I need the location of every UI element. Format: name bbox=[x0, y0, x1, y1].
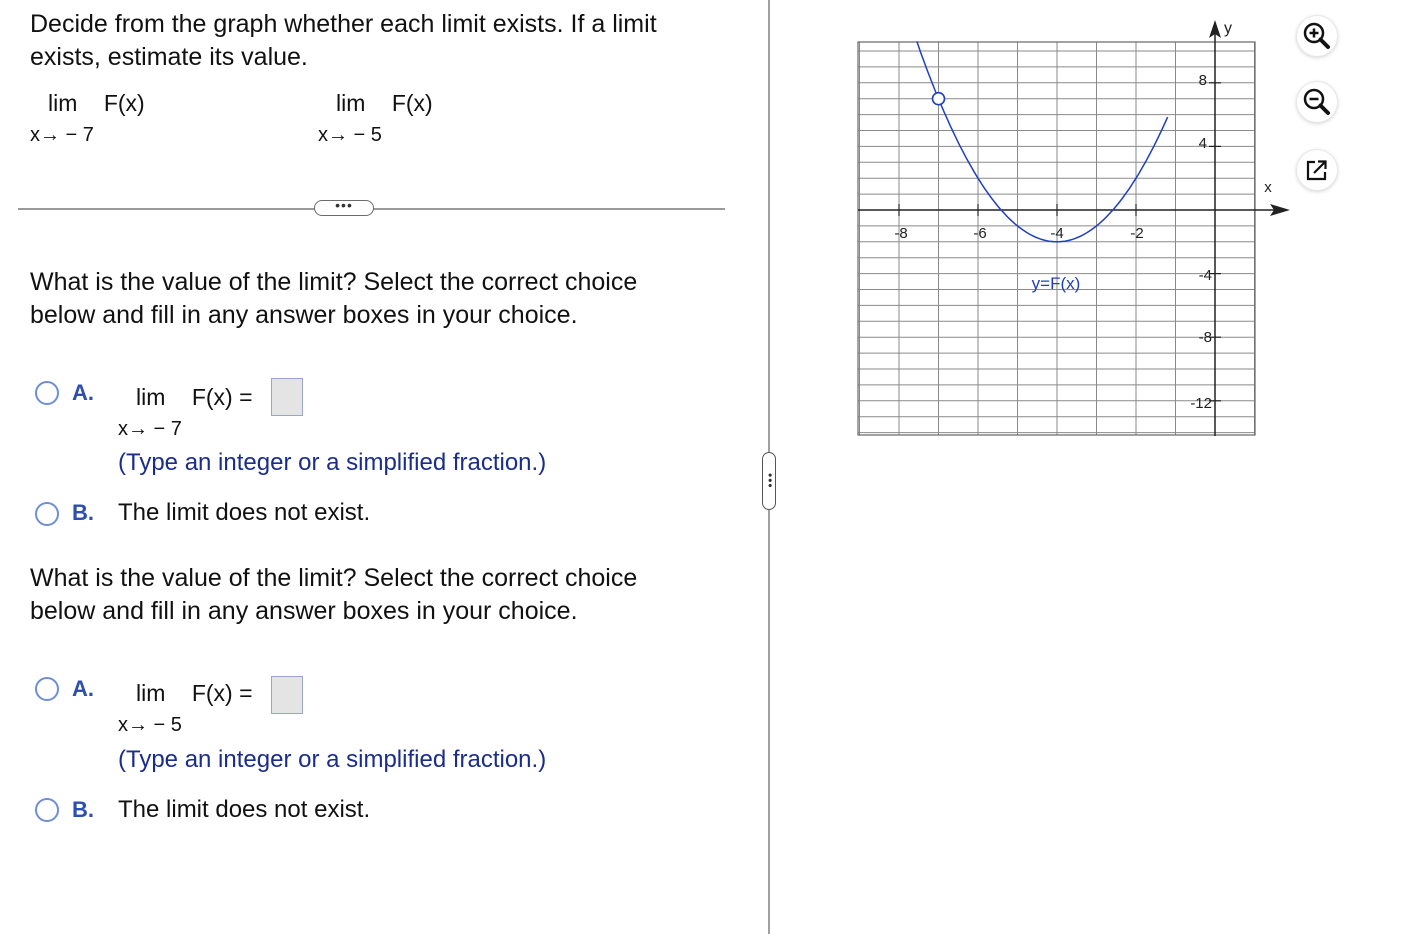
part1-question-line-1: What is the value of the limit? Select the correct choice bbox=[30, 268, 638, 296]
part1-option-a-letter: A. bbox=[72, 380, 94, 405]
lim-word: lim bbox=[136, 680, 166, 706]
y-tick-label: -4 bbox=[1198, 267, 1212, 284]
part1-option-a-radio[interactable] bbox=[35, 381, 59, 405]
zoom-in-button[interactable] bbox=[1297, 16, 1337, 56]
lim-function: F(x) bbox=[103, 90, 145, 116]
zoom-in-icon bbox=[1297, 16, 1337, 56]
lim-function: F(x) = bbox=[191, 384, 253, 410]
prompt-line-1: Decide from the graph whether each limit exists. If a limit bbox=[30, 10, 657, 38]
lim-word: lim bbox=[336, 90, 366, 116]
part1-lim-approach: x→ − 7 bbox=[118, 418, 182, 440]
part1-question bbox=[30, 266, 637, 332]
lim-word: lim bbox=[136, 384, 166, 410]
part1-hint: (Type an integer or a simplified fraction.) bbox=[118, 449, 547, 476]
lim-function: F(x) bbox=[391, 90, 433, 116]
part1-question-line-2: below and fill in any answer boxes in your choice. bbox=[30, 301, 578, 329]
part1-answer-box[interactable] bbox=[271, 378, 303, 416]
lim-function: F(x) = bbox=[191, 680, 253, 706]
part2-lim-approach: x→ − 5 bbox=[118, 714, 182, 736]
x-tick-label: -4 bbox=[1050, 225, 1064, 242]
function-curve bbox=[917, 41, 1168, 241]
question-prompt bbox=[30, 8, 657, 74]
part2-option-a-letter: A. bbox=[72, 676, 94, 701]
part2-question-line-1: What is the value of the limit? Select the correct choice bbox=[30, 564, 638, 592]
y-tick-label: 4 bbox=[1198, 135, 1207, 152]
y-tick-label: -12 bbox=[1190, 395, 1212, 412]
show-more-button[interactable]: ••• bbox=[314, 200, 374, 216]
y-tick-label: -8 bbox=[1198, 329, 1212, 346]
part2-option-a-expression bbox=[136, 680, 253, 707]
x-tick-label: -6 bbox=[973, 225, 987, 242]
part1-option-a-expression bbox=[136, 384, 253, 411]
part2-option-b-text[interactable]: The limit does not exist. bbox=[118, 796, 371, 823]
part2-answer-box[interactable] bbox=[271, 676, 303, 714]
part1-option-b-letter: B. bbox=[72, 500, 94, 525]
y-axis-label: y bbox=[1224, 20, 1232, 37]
zoom-out-icon bbox=[1297, 82, 1337, 122]
y-tick-label: 8 bbox=[1198, 72, 1207, 89]
function-graph bbox=[850, 10, 1300, 450]
function-label: y=F(x) bbox=[1031, 274, 1081, 293]
x-tick-label: -8 bbox=[894, 225, 908, 242]
part2-question bbox=[30, 562, 637, 628]
part2-option-b-radio[interactable] bbox=[35, 798, 59, 822]
part2-option-b-letter: B. bbox=[72, 797, 94, 822]
splitter-handle[interactable]: ••• bbox=[762, 452, 776, 510]
lim-approach-2: x→ − 5 bbox=[318, 124, 382, 146]
limit-expression-1 bbox=[48, 90, 145, 117]
limit-expression-2 bbox=[336, 90, 433, 117]
part2-option-a-radio[interactable] bbox=[35, 677, 59, 701]
prompt-line-2: exists, estimate its value. bbox=[30, 43, 308, 71]
popout-button[interactable] bbox=[1297, 150, 1337, 190]
part1-option-b-radio[interactable] bbox=[35, 502, 59, 526]
x-axis-label: x bbox=[1264, 179, 1272, 196]
part2-hint: (Type an integer or a simplified fraction.) bbox=[118, 746, 547, 773]
part2-question-line-2: below and fill in any answer boxes in your choice. bbox=[30, 597, 578, 625]
lim-word: lim bbox=[48, 90, 78, 116]
x-tick-label: -2 bbox=[1130, 225, 1144, 242]
open-circle-point bbox=[933, 93, 945, 105]
zoom-out-button[interactable] bbox=[1297, 82, 1337, 122]
popout-icon bbox=[1297, 150, 1337, 190]
lim-approach-1: x→ − 7 bbox=[30, 124, 94, 146]
part1-option-b-text[interactable]: The limit does not exist. bbox=[118, 499, 371, 526]
